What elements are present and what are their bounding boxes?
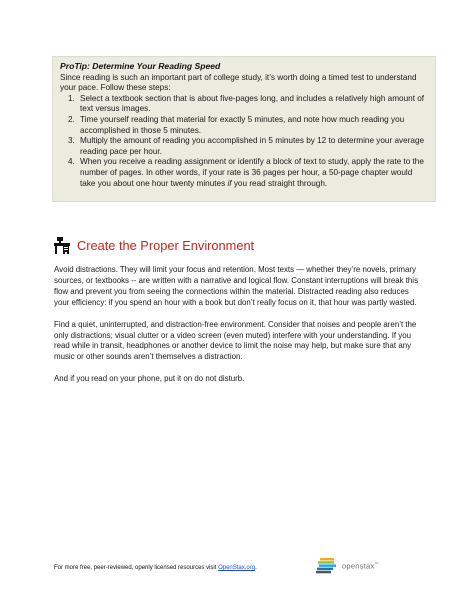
section-title: Create the Proper Environment bbox=[77, 237, 255, 253]
section-header bbox=[54, 236, 434, 254]
step-text-emphasis: if bbox=[227, 178, 232, 188]
protip-step bbox=[60, 136, 429, 157]
protip-step bbox=[60, 157, 429, 189]
step-number: 2. bbox=[68, 114, 75, 124]
step-text: Select a textbook section that is about five-pages long, and includes a relatively high amount of text versus images. bbox=[80, 93, 425, 114]
openstax-logo bbox=[316, 558, 379, 574]
body-paragraph: Find a quiet, uninterrupted, and distraction-free environment. Consider that noises and people aren’t the only distractions; visual clutter or a video screen (even muted) interfere with your understanding. If you read while in transit, headphones or another device to limit the noise may help, but make sure that any music or other sounds aren’t themselves a distraction. bbox=[54, 319, 417, 362]
step-text: Time yourself reading that material for exactly 5 minutes, and note how much reading you accomplished in those 5 minutes. bbox=[80, 114, 405, 135]
protip-intro: Since reading is such an important part of college study, it’s worth doing a timed test to understand your pace. Follow these steps: bbox=[60, 72, 417, 93]
protip-title: ProTip: Determine Your Reading Speed bbox=[60, 61, 221, 71]
footer-note bbox=[54, 565, 257, 571]
footer-period: . bbox=[255, 565, 257, 571]
desk-icon bbox=[54, 236, 70, 254]
protip-step bbox=[60, 115, 429, 136]
step-number: 3. bbox=[68, 136, 75, 146]
logo-wordmark bbox=[342, 561, 379, 571]
step-text: Multiply the amount of reading you accomplished in 5 minutes by 12 to determine your average reading pace per hour. bbox=[80, 136, 425, 156]
logo-text: openstax bbox=[342, 561, 375, 571]
trademark-mark: ™ bbox=[374, 561, 379, 567]
footer-text: For more free, peer-reviewed, openly licensed resources visit bbox=[54, 565, 219, 571]
body-paragraph: Avoid distractions. They will limit your focus and retention. Most texts — whether they’re novels, primary sources, or textbooks -- are written with a narrative and logical flow. Constant interruptions will break this flow and prevent you from seeing the connections within the material. Distracted reading also reduces your efficiency: if you spend an hour with a book but don’t really focus on it, that hour was partly wasted. bbox=[54, 265, 419, 307]
protip-steps-list bbox=[60, 94, 429, 189]
body-paragraph: And if you read on your phone, put it on do not disturb. bbox=[54, 374, 245, 384]
protip-box bbox=[52, 56, 436, 202]
section-body bbox=[54, 265, 424, 396]
step-text-end: you read straight through. bbox=[231, 178, 328, 188]
book-stack-icon bbox=[316, 558, 338, 574]
protip-step bbox=[60, 94, 429, 115]
step-number: 4. bbox=[68, 157, 75, 167]
openstax-link[interactable]: OpenStax.org bbox=[218, 565, 256, 571]
section-heading bbox=[54, 236, 434, 254]
step-number: 1. bbox=[68, 93, 75, 103]
step-text: When you receive a reading assignment or identify a block of text to study, apply the rate to the number of pages. In other words, if your rate is 36 pages per hour, a 50-page chapter would take you about one hour twenty minutes bbox=[80, 157, 424, 188]
